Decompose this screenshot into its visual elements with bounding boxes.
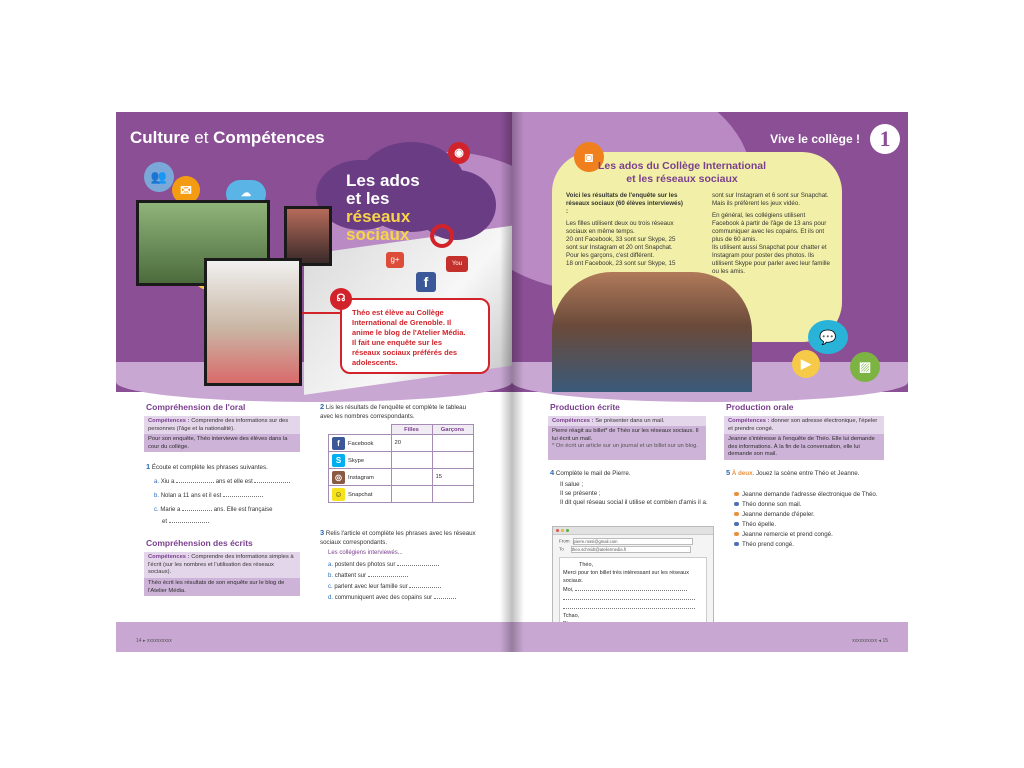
footer-label: xxxxxxxxxx bbox=[146, 638, 172, 644]
footer-band bbox=[512, 622, 908, 652]
page-number: 15 bbox=[882, 638, 888, 644]
dialogue-line bbox=[734, 510, 884, 520]
answer-blank[interactable] bbox=[563, 594, 695, 600]
item-text: chattent sur bbox=[334, 573, 367, 579]
article-title-line1: Les ados du Collège International bbox=[597, 160, 767, 172]
exercise-5-prefix: À deux. bbox=[731, 470, 755, 477]
ecrits-comp-text: Comprendre des informations simples à l'écrit (sur les nombres et l'utilisation des réseaux sociaux). bbox=[148, 554, 294, 575]
exercise-1 bbox=[146, 462, 306, 472]
item-text: et bbox=[162, 519, 168, 525]
answer-blank[interactable] bbox=[409, 582, 441, 588]
dialogue-text: Jeanne demande d'épeler. bbox=[742, 511, 815, 518]
exercise-1-number: 1 bbox=[146, 462, 151, 471]
answer-blank[interactable] bbox=[368, 571, 408, 577]
answer-blank[interactable] bbox=[254, 477, 290, 483]
mail-signoff: Tchao, bbox=[563, 613, 580, 619]
ecrits-context: Théo écrit les résultats de son enquête sur le blog de l'Atelier Média. bbox=[144, 578, 300, 596]
page-number: 14 bbox=[136, 638, 142, 644]
exercise-4-steps bbox=[560, 480, 708, 507]
exercise-2-number: 2 bbox=[320, 402, 325, 411]
answer-blank[interactable] bbox=[182, 505, 212, 511]
ecrite-competences bbox=[548, 416, 706, 426]
ecrite-footnote: * On écrit un article sur un journal et un billet sur un blog. bbox=[552, 443, 698, 449]
footer-band bbox=[116, 622, 512, 652]
table-row bbox=[329, 452, 474, 469]
oral-item-b bbox=[154, 491, 263, 499]
row-name: Facebook bbox=[348, 440, 374, 447]
ex3-item-b bbox=[328, 571, 408, 579]
teens-photo bbox=[552, 272, 752, 392]
row-label bbox=[329, 486, 392, 503]
orale-comp-label: Compétences : bbox=[728, 418, 770, 424]
exercise-5-instruction: Jouez la scène entre Théo et Jeanne. bbox=[756, 470, 860, 477]
callout-text: Théo est élève au Collège International de Grenoble. Il anime le blog de l'Atelier Média. Il fait une enquête sur les réseaux sociaux préférés des adolescents. bbox=[352, 308, 466, 367]
speaker-bullet-icon bbox=[734, 542, 739, 546]
step-line: Il se présente ; bbox=[560, 490, 601, 497]
article-text: 18 ont Facebook, 23 sont sur Skype, 15 bbox=[566, 260, 676, 267]
dialogue-text: Jeanne remercie et prend congé. bbox=[742, 531, 833, 538]
section-title bbox=[130, 128, 325, 148]
cell-filles[interactable]: 20 bbox=[391, 435, 432, 452]
cloud-title-line3: sociaux bbox=[346, 225, 410, 244]
column-header-filles: Filles bbox=[391, 425, 432, 435]
row-name: Skype bbox=[348, 457, 365, 464]
step-line: Il dit quel réseau social il utilise et combien d'amis il a. bbox=[560, 499, 708, 506]
mail-titlebar bbox=[553, 527, 713, 535]
skype-icon: S bbox=[332, 454, 345, 467]
dialogue-line bbox=[734, 540, 884, 550]
speaker-bullet-icon bbox=[734, 522, 739, 526]
ecrite-comp-label: Compétences : bbox=[552, 418, 594, 424]
row-label bbox=[329, 469, 392, 486]
to-field[interactable]: theo.schmidt@ateliermedia.fr bbox=[571, 546, 691, 553]
page-footer-left: 14 ▸ xxxxxxxxxx bbox=[136, 638, 172, 644]
cloud-icon: ☁ bbox=[226, 180, 266, 208]
item-text: communiquent avec des copains sur bbox=[334, 595, 433, 601]
speech-bubbles-icon: 💬 bbox=[808, 320, 848, 354]
item-letter: c. bbox=[154, 507, 159, 513]
answer-blank[interactable] bbox=[397, 560, 439, 566]
item-letter: a. bbox=[328, 562, 334, 568]
item-rest: ans et elle est bbox=[215, 479, 253, 485]
oral-item-a bbox=[154, 477, 290, 485]
heading-comprehension-oral: Compréhension de l'oral bbox=[146, 402, 246, 412]
googleplus-key-icon: g+ bbox=[386, 252, 404, 268]
title-competences: Compétences bbox=[213, 128, 325, 147]
item-text: Nolan a 11 ans et il est bbox=[160, 493, 222, 499]
exercise-5-number: 5 bbox=[726, 468, 731, 477]
exercise-4-number: 4 bbox=[550, 468, 555, 477]
theo-callout bbox=[336, 293, 490, 374]
ecrite-context-text: Pierre réagit au billet* de Théo sur les réseaux sociaux. Il lui écrit un mail. bbox=[552, 428, 699, 442]
ex3-item-a bbox=[328, 560, 439, 568]
table-row bbox=[329, 435, 474, 452]
headset-icon: ☊ bbox=[330, 288, 352, 310]
article-title bbox=[572, 160, 792, 186]
dialogue-line bbox=[734, 490, 884, 500]
speaker-bullet-icon bbox=[734, 502, 739, 506]
facebook-icon: f bbox=[332, 437, 345, 450]
oral-item-c bbox=[154, 505, 272, 513]
exercise-3-instruction: Relis l'article et complète les phrases avec les réseaux sociaux correspondants. bbox=[320, 530, 476, 546]
book-spine bbox=[500, 112, 524, 652]
ex3-item-d bbox=[328, 593, 456, 601]
article-text: Ils utilisent aussi Snapchat pour chatter et Instagram pour poster des photos. Ils utilisent Skype pour parler avec leur famille ou les amis. bbox=[712, 244, 830, 275]
facebook-key-icon: f bbox=[416, 272, 436, 292]
dialogue-steps bbox=[734, 490, 884, 550]
table-corner bbox=[329, 425, 392, 435]
orale-context: Jeanne s'intéresse à l'enquête de Théo. Elle lui demande des informations. À la fin de la conversation, elle lui demande son mail. bbox=[724, 434, 884, 460]
running-head: Vive le collège ! bbox=[770, 132, 860, 146]
zoom-dot-icon[interactable] bbox=[566, 529, 569, 532]
row-name: Instagram bbox=[348, 474, 374, 481]
row-label bbox=[329, 435, 392, 452]
speaker-bullet-icon bbox=[734, 492, 739, 496]
article-text: 20 ont Facebook, 33 sont sur Skype, 25 sont sur Instagram et 20 ont Snapchat. bbox=[566, 236, 676, 251]
answer-blank[interactable] bbox=[169, 517, 209, 523]
speaker-bullet-icon bbox=[734, 532, 739, 536]
article-title-line2: et les réseaux sociaux bbox=[626, 173, 738, 185]
item-letter: d. bbox=[328, 595, 334, 601]
oral-context: Pour son enquête, Théo interviewe des élèves dans la cour du collège. bbox=[144, 434, 300, 452]
ecrits-comp-label: Compétences : bbox=[148, 554, 190, 560]
ecrite-context bbox=[548, 426, 706, 460]
page-footer-right: xxxxxxxxxx ◂ 15 bbox=[852, 638, 888, 644]
dialogue-text: Théo prend congé. bbox=[742, 541, 794, 548]
unit-number: 1 bbox=[870, 124, 900, 154]
exercise-2-instruction: Lis les résultats de l'enquête et complète le tableau avec les nombres correspondants. bbox=[320, 404, 467, 420]
cell-garcons[interactable] bbox=[432, 486, 473, 503]
envelope-icon: ✉ bbox=[172, 176, 200, 204]
answer-blank[interactable] bbox=[176, 477, 214, 483]
column-header-garcons: Garçons bbox=[432, 425, 473, 435]
oral-competences bbox=[144, 416, 300, 434]
play-icon: ▶ bbox=[792, 350, 820, 378]
cloud-title-line1: Les ados bbox=[346, 171, 420, 190]
item-text: Xiu a bbox=[160, 479, 175, 485]
heading-production-ecrite: Production écrite bbox=[550, 402, 620, 412]
item-letter: a. bbox=[154, 479, 160, 485]
dialogue-text: Théo épelle. bbox=[742, 521, 777, 528]
table-row bbox=[329, 469, 474, 486]
title-et: et bbox=[194, 128, 209, 147]
orale-competences bbox=[724, 416, 884, 434]
callout-arrow bbox=[302, 312, 342, 314]
magnifier-icon bbox=[430, 224, 454, 248]
mail-line bbox=[563, 603, 703, 612]
from-label: From bbox=[559, 538, 570, 544]
instagram-icon: ◎ bbox=[332, 471, 345, 484]
exercise-3 bbox=[320, 528, 484, 547]
dialogue-text: Jeanne demande l'adresse électronique de Théo. bbox=[742, 491, 878, 498]
rss-icon: ◉ bbox=[448, 142, 470, 164]
article-text: sont sur Instagram et 6 sont sur Snapchat. Mais ils préfèrent les jeux vidéo. bbox=[712, 192, 829, 207]
item-letter: b. bbox=[328, 573, 334, 579]
step-line: Il salue ; bbox=[560, 481, 584, 488]
minimize-dot-icon[interactable] bbox=[561, 529, 564, 532]
item-text: postent des photos sur bbox=[334, 562, 396, 568]
item-text: parlent avec leur famille sur bbox=[334, 584, 408, 590]
cell-filles[interactable] bbox=[391, 469, 432, 486]
heading-comprehension-ecrits: Compréhension des écrits bbox=[146, 538, 253, 548]
title-culture: Culture bbox=[130, 128, 190, 147]
oral-comp-text: Comprendre des informations sur des personnes (l'âge et la nationalité). bbox=[148, 418, 289, 432]
article-text: Pour les garçons, c'est différent. bbox=[566, 252, 655, 259]
ex3-item-c bbox=[328, 582, 441, 590]
cell-garcons[interactable] bbox=[432, 452, 473, 469]
mail-to-row bbox=[559, 546, 691, 553]
exercise-2 bbox=[320, 402, 480, 421]
dialogue-line bbox=[734, 520, 884, 530]
left-page bbox=[116, 112, 512, 652]
to-label: To bbox=[559, 546, 564, 552]
row-label bbox=[329, 452, 392, 469]
exercise-4-instruction: Complète le mail de Pierre. bbox=[555, 470, 631, 477]
article-col-left bbox=[566, 192, 686, 268]
speaker-bullet-icon bbox=[734, 512, 739, 516]
answer-blank[interactable] bbox=[563, 603, 695, 609]
ecrite-comp-text: Se présenter dans un mail. bbox=[595, 418, 665, 424]
mail-line: Merci pour ton billet très intéressant sur les réseaux sociaux. bbox=[563, 570, 689, 584]
heading-production-orale: Production orale bbox=[726, 402, 794, 412]
mail-moi: Moi, bbox=[563, 587, 574, 593]
row-name: Snapchat bbox=[348, 491, 373, 498]
ecrits-competences bbox=[144, 552, 300, 578]
from-field[interactable]: pierre.rossi@gmail.com bbox=[573, 538, 693, 545]
cell-filles[interactable] bbox=[391, 486, 432, 503]
exercise-3-lead: Les collégiens interviewés... bbox=[328, 550, 403, 556]
oral-comp-label: Compétences : bbox=[148, 418, 190, 424]
cloud-title-line2a: et les bbox=[346, 189, 390, 208]
exercise-5 bbox=[726, 468, 886, 478]
boy-laptop-photo bbox=[204, 258, 302, 386]
smartphone-photo bbox=[284, 206, 332, 266]
networks-table bbox=[328, 424, 474, 503]
exercise-1-instruction: Écoute et complète les phrases suivantes. bbox=[151, 464, 268, 471]
cell-garcons[interactable] bbox=[432, 435, 473, 452]
footer-label: xxxxxxxxxx bbox=[852, 638, 878, 644]
dialogue-line bbox=[734, 500, 884, 510]
mail-from-row bbox=[559, 538, 693, 545]
article-col-right bbox=[712, 192, 830, 276]
item-letter: c. bbox=[328, 584, 333, 590]
exercise-4 bbox=[550, 468, 710, 478]
cloud-title-line2b: réseaux bbox=[346, 207, 411, 226]
orale-comp-text: donner son adresse électronique, l'épeler et prendre congé. bbox=[728, 418, 878, 432]
article-intro: Voici les résultats de l'enquête sur les réseaux sociaux (60 élèves interviewés) : bbox=[566, 192, 683, 215]
mail-greeting: Théo, bbox=[579, 562, 594, 568]
answer-blank[interactable] bbox=[575, 585, 687, 591]
answer-blank[interactable] bbox=[434, 593, 456, 599]
item-text: Marie a bbox=[160, 507, 181, 513]
people-icon: 👥 bbox=[144, 162, 174, 192]
article-text: En général, les collégiens utilisent Facebook à partir de l'âge de 13 ans pour communiquer avec les copains. Et ils ont plus de 60 amis. bbox=[712, 212, 827, 243]
item-rest: ans. Elle est française bbox=[213, 507, 273, 513]
cell-filles[interactable] bbox=[391, 452, 432, 469]
camera-icon: ◙ bbox=[574, 142, 604, 172]
mail-line bbox=[563, 585, 703, 594]
table-row bbox=[329, 486, 474, 503]
image-icon: ▨ bbox=[850, 352, 880, 382]
dialogue-line bbox=[734, 530, 884, 540]
article-text: Les filles utilisent deux ou trois réseaux sociaux en même temps. bbox=[566, 220, 674, 235]
oral-item-c2 bbox=[162, 517, 209, 525]
cell-garcons[interactable]: 15 bbox=[432, 469, 473, 486]
mail-line bbox=[563, 594, 703, 603]
dialogue-text: Théo donne son mail. bbox=[742, 501, 802, 508]
exercise-3-number: 3 bbox=[320, 528, 325, 537]
snapchat-icon: ☺ bbox=[332, 488, 345, 501]
right-page bbox=[512, 112, 908, 652]
close-dot-icon[interactable] bbox=[556, 529, 559, 532]
answer-blank[interactable] bbox=[223, 491, 263, 497]
youtube-key-icon: You bbox=[446, 256, 468, 272]
item-letter: b. bbox=[154, 493, 160, 499]
